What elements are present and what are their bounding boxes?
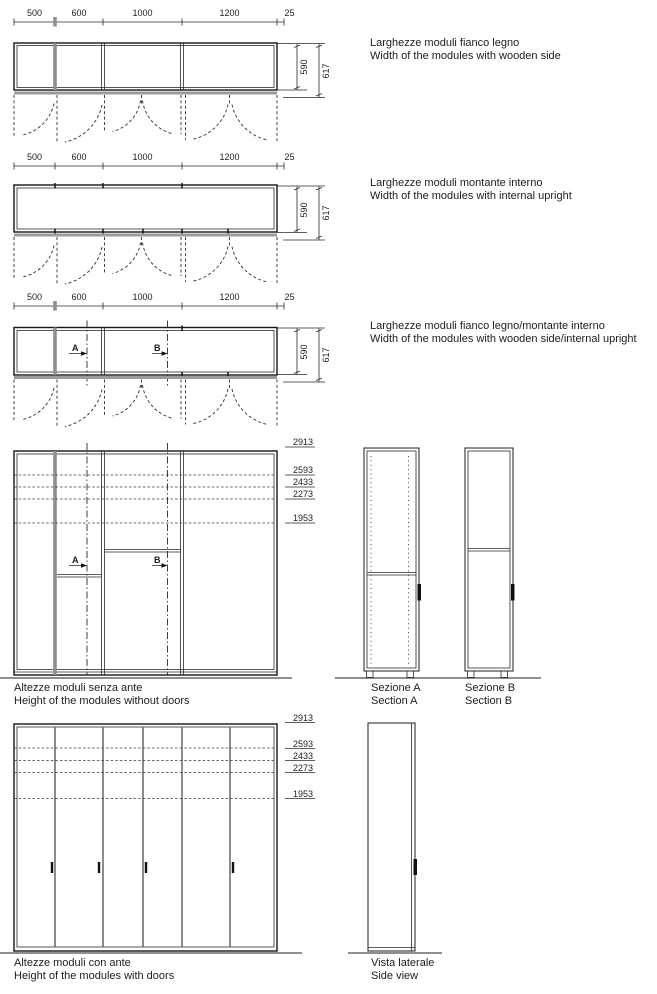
depth-dim-label: 590 bbox=[298, 59, 309, 75]
width-dim-label: 600 bbox=[71, 8, 87, 18]
height-dim-label: 2593 bbox=[292, 465, 313, 475]
title-mixed-it: Larghezze moduli fianco legno/montante interno bbox=[370, 320, 605, 332]
height-dim-label: 2913 bbox=[292, 437, 313, 447]
width-dim-label: 1000 bbox=[132, 152, 153, 162]
width-dim-label: 1000 bbox=[132, 292, 153, 302]
section-mark-a: A bbox=[72, 343, 79, 353]
label-section-a-it: Sezione A bbox=[371, 681, 421, 694]
title-mixed-en: Width of the modules with wooden side/internal upright bbox=[370, 333, 637, 345]
height-dim-label: 2913 bbox=[292, 712, 313, 723]
height-dim-label: 1953 bbox=[292, 513, 313, 523]
section-mark-b: B bbox=[154, 554, 161, 565]
depth-dim-label: 617 bbox=[320, 205, 331, 221]
width-dim-label: 1000 bbox=[132, 8, 153, 18]
label-section-b-en: Section B bbox=[465, 694, 513, 707]
label-side-view-it: Vista laterale bbox=[371, 957, 435, 969]
width-dim-label: 1200 bbox=[219, 152, 240, 162]
height-dim-label: 2593 bbox=[292, 738, 313, 749]
width-dim-label: 500 bbox=[26, 8, 43, 18]
title-internal-upright-it: Larghezze moduli montante interno bbox=[370, 177, 543, 189]
caption-no-doors-en: Height of the modules without doors bbox=[14, 694, 190, 707]
top-view-mixed bbox=[14, 301, 325, 428]
title-wood-side-it: Larghezze moduli fianco legno bbox=[370, 37, 520, 49]
height-dim-label: 2433 bbox=[292, 477, 313, 487]
depth-dim-label: 590 bbox=[298, 343, 309, 360]
label-side-view-en: Side view bbox=[371, 970, 419, 982]
caption-no-doors-it: Altezze moduli senza ante bbox=[14, 681, 143, 694]
section-a-view bbox=[364, 448, 421, 678]
depth-dim-label: 617 bbox=[320, 62, 331, 79]
section-b-view bbox=[335, 448, 541, 678]
width-dim-label: 600 bbox=[71, 292, 87, 302]
width-dim-label: 500 bbox=[26, 292, 43, 302]
top-view-internal-upright bbox=[14, 163, 325, 286]
width-dim-label: 25 bbox=[284, 8, 295, 18]
title-internal-upright-en: Width of the modules with internal upright bbox=[370, 190, 572, 202]
width-dim-label: 1200 bbox=[219, 8, 240, 18]
label-section-b-it: Sezione B bbox=[465, 681, 516, 694]
title-wood-side-en: Width of the modules with wooden side bbox=[370, 50, 561, 62]
label-section-a-en: Section A bbox=[371, 694, 418, 707]
section-mark-a: A bbox=[72, 554, 79, 565]
depth-dim-label: 617 bbox=[320, 347, 331, 363]
section-mark-b: B bbox=[154, 343, 161, 353]
width-dim-label: 25 bbox=[284, 152, 295, 162]
depth-dim-label: 590 bbox=[298, 201, 309, 218]
height-dim-label: 2433 bbox=[292, 750, 313, 761]
caption-with-doors-en: Height of the modules with doors bbox=[14, 970, 175, 982]
caption-with-doors-it: Altezze moduli con ante bbox=[14, 957, 131, 969]
elevation-with-doors bbox=[0, 723, 315, 954]
side-view-drawing bbox=[348, 723, 442, 953]
height-dim-label: 2273 bbox=[292, 762, 313, 773]
width-dim-label: 25 bbox=[284, 292, 295, 302]
height-dim-label: 1953 bbox=[292, 788, 313, 799]
top-view-wooden-side bbox=[14, 17, 325, 143]
width-dim-label: 500 bbox=[26, 152, 43, 162]
width-dim-label: 600 bbox=[71, 152, 87, 162]
width-dim-label: 1200 bbox=[219, 292, 240, 302]
height-dim-label: 2273 bbox=[292, 489, 313, 499]
